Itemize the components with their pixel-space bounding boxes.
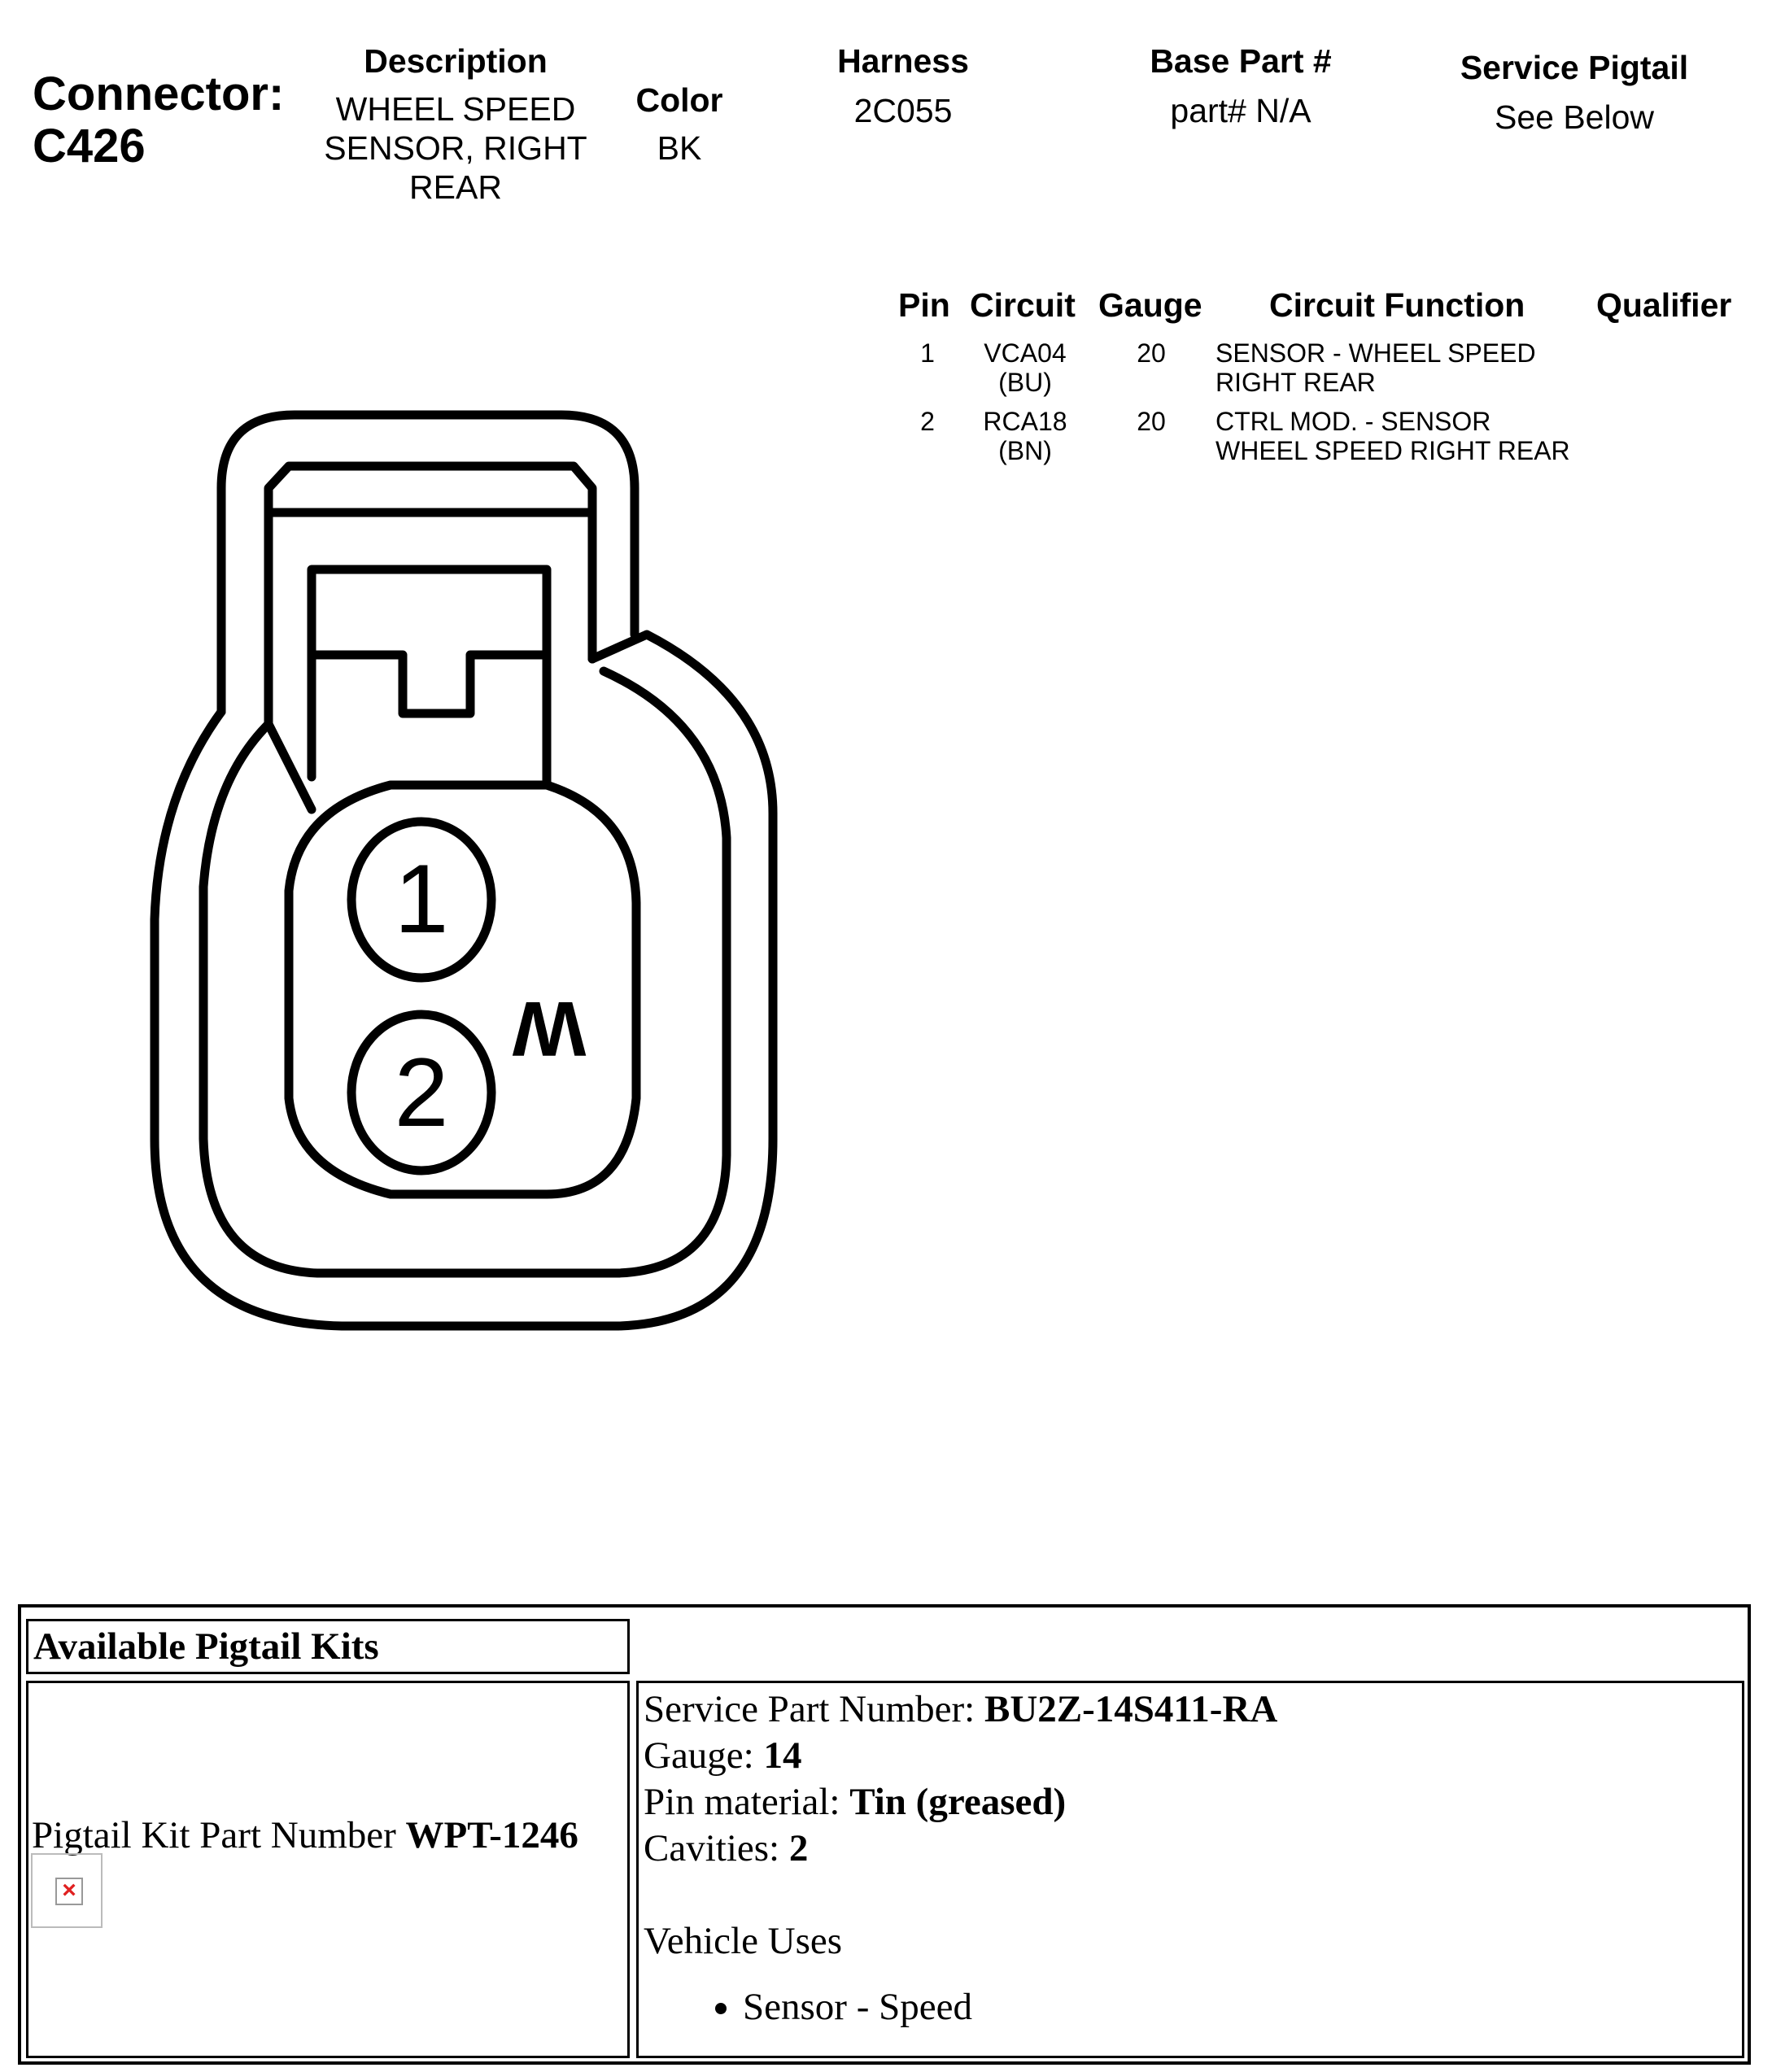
cavities-label: Cavities:: [644, 1827, 789, 1869]
connector-title: [33, 68, 284, 172]
pigtail-kit-part: [32, 1813, 578, 1857]
description-line: REAR: [409, 168, 502, 206]
pigtail-kits-title: Available Pigtail Kits: [33, 1625, 379, 1668]
table-row-gauge: 20: [1137, 338, 1166, 368]
harness-label: Harness: [837, 42, 969, 80]
pigtail-kit-part-value: WPT-1246: [405, 1814, 578, 1856]
service-part-value: BU2Z-14S411-RA: [984, 1688, 1278, 1730]
circuit-code: RCA18: [983, 407, 1067, 436]
gauge-label: Gauge:: [644, 1734, 764, 1777]
circuit-color: (BN): [998, 436, 1052, 465]
table-row-pin: 2: [920, 407, 935, 436]
connector-label: Connector:: [33, 68, 285, 120]
base-part-value: part# N/A: [1170, 92, 1312, 129]
pigtail-kits-title-cell: [26, 1619, 630, 1674]
broken-image-icon: ×: [31, 1853, 103, 1928]
table-row-pin: 1: [920, 338, 935, 368]
gauge-line: [644, 1733, 1277, 1779]
table-row-gauge: 20: [1137, 407, 1166, 436]
lock-tab: [312, 569, 547, 785]
table-row-circuit: [960, 407, 1090, 465]
spacer: [644, 1872, 1277, 1918]
cavities-line: [644, 1826, 1277, 1872]
pin-material-line: [644, 1779, 1277, 1826]
pigtail-kit-part-label: Pigtail Kit Part Number: [32, 1814, 406, 1856]
pigtail-kit-cell: [26, 1681, 630, 2058]
cavity-1-label: 1: [394, 844, 449, 953]
circuit-color: (BU): [998, 368, 1052, 397]
function-line: CTRL MOD. - SENSOR: [1216, 407, 1491, 436]
cavity-2-label: 2: [394, 1038, 449, 1147]
service-part-label: Service Part Number:: [644, 1688, 984, 1730]
function-line: WHEEL SPEED RIGHT REAR: [1216, 436, 1570, 465]
list-item: • Sensor - Speed: [743, 1984, 972, 2031]
harness-value: 2C055: [853, 92, 953, 129]
connector-face-diagram: [0, 374, 814, 1350]
base-part-label: Base Part #: [1150, 42, 1332, 80]
housing-inner: [203, 671, 727, 1273]
description-line: SENSOR, RIGHT: [324, 129, 587, 167]
keying-mark: W: [512, 985, 587, 1072]
pin-material-value: Tin (greased): [849, 1781, 1067, 1823]
latch-inner-left: [268, 513, 312, 809]
color-label: Color: [635, 81, 723, 119]
vehicle-uses-list: [686, 1984, 972, 2031]
description-line: WHEEL SPEED: [335, 90, 576, 128]
service-part-details: [644, 1686, 1277, 1965]
gauge-header: Gauge: [1098, 286, 1202, 324]
service-pigtail-value: See Below: [1494, 98, 1654, 136]
connector-id: C426: [33, 120, 146, 172]
pin-material-label: Pin material:: [644, 1781, 850, 1823]
qualifier-header: Qualifier: [1596, 286, 1732, 324]
lock-tab-notch: [312, 655, 547, 713]
service-part-cell: [636, 1681, 1744, 2058]
function-line: SENSOR - WHEEL SPEED: [1216, 338, 1536, 368]
table-row-function: [1216, 338, 1639, 397]
function-line: RIGHT REAR: [1216, 368, 1376, 397]
color-value: BK: [657, 129, 702, 167]
description-label: Description: [364, 42, 548, 80]
latch-outer: [221, 415, 635, 712]
housing-outer: [155, 635, 773, 1326]
gauge-value: 14: [763, 1734, 802, 1777]
vehicle-uses-label: Vehicle Uses: [644, 1920, 843, 1962]
pin-header: Pin: [898, 286, 950, 324]
cavities-value: 2: [788, 1827, 809, 1869]
circuit-function-header: Circuit Function: [1269, 286, 1525, 324]
circuit-code: VCA04: [984, 338, 1067, 368]
latch-inner-top: [268, 466, 592, 513]
table-row-function: [1216, 407, 1639, 465]
service-pigtail-label: Service Pigtail: [1460, 49, 1689, 86]
circuit-header: Circuit: [970, 286, 1076, 324]
description-value: [301, 89, 610, 207]
table-row-circuit: [960, 338, 1090, 397]
service-part-number: [644, 1686, 1277, 1733]
